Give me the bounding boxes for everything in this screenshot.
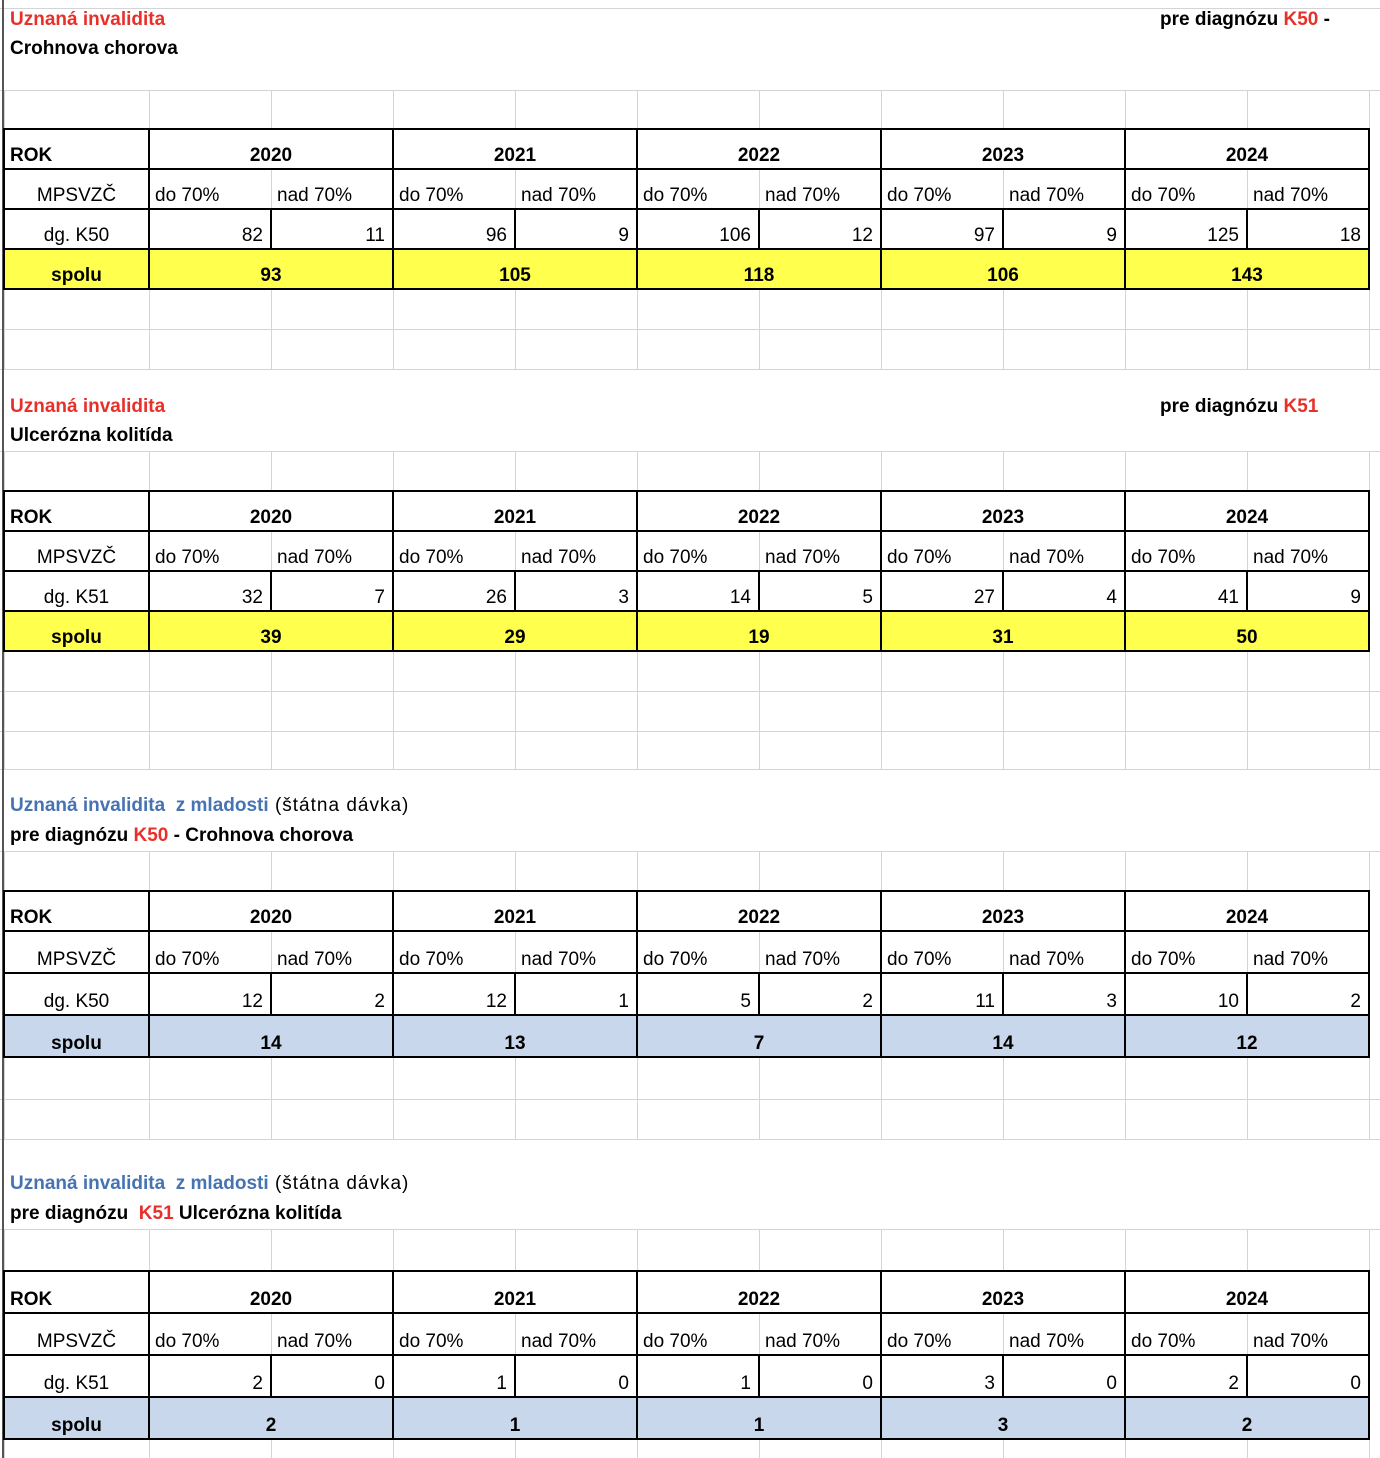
- table-border-vertical: [514, 209, 516, 249]
- sub-header: nad 70%: [277, 547, 353, 568]
- year-header: 2024: [1225, 1289, 1269, 1310]
- total-label: spolu: [51, 265, 102, 286]
- table-border-vertical: [1246, 571, 1248, 611]
- total-value: 29: [504, 627, 526, 648]
- data-cell: 125: [1207, 225, 1239, 246]
- section-title-line: [10, 824, 353, 848]
- data-cell: 2: [1350, 991, 1361, 1012]
- table-border-horizontal: [4, 1438, 1370, 1440]
- year-header: 2024: [1225, 145, 1269, 166]
- sub-header: do 70%: [887, 185, 952, 206]
- section-title-line-part: - Crohnova chorova: [168, 825, 354, 846]
- total-value: 31: [992, 627, 1014, 648]
- total-label: spolu: [51, 1033, 102, 1054]
- table-border-vertical: [148, 128, 150, 290]
- table-border-vertical: [636, 128, 638, 290]
- sub-header: nad 70%: [1253, 185, 1329, 206]
- data-cell: 11: [365, 225, 385, 246]
- table-border-vertical: [392, 1270, 394, 1440]
- section-title-line: [10, 8, 165, 32]
- section-title-line-part: Ulcerózna kolitída: [173, 1203, 342, 1224]
- sub-header: nad 70%: [521, 185, 597, 206]
- section-title-line: [10, 395, 165, 419]
- section-diagnosis-title: [1160, 8, 1330, 32]
- data-cell: 2: [862, 991, 873, 1012]
- section-diagnosis-title-part: K50: [1283, 9, 1319, 30]
- data-cell: 10: [1217, 991, 1239, 1012]
- sub-header: do 70%: [155, 949, 220, 970]
- table-border-vertical: [3, 890, 5, 1058]
- table-border-vertical: [880, 890, 882, 1058]
- sub-header: do 70%: [155, 185, 220, 206]
- total-value: 3: [997, 1415, 1009, 1436]
- table-border-vertical: [758, 973, 760, 1015]
- data-cell: 2: [374, 991, 385, 1012]
- total-label: spolu: [51, 627, 102, 648]
- table-border-vertical: [1246, 1355, 1248, 1397]
- diagnosis-row-label: dg. K50: [43, 991, 110, 1012]
- year-header: 2021: [493, 507, 537, 528]
- table-border-horizontal: [4, 208, 1370, 210]
- sub-header: nad 70%: [765, 949, 841, 970]
- section-title-line-part: Crohnova chorova: [10, 38, 178, 59]
- total-value: 118: [743, 265, 775, 286]
- data-cell: 3: [1106, 991, 1117, 1012]
- sub-header: nad 70%: [1253, 1331, 1329, 1352]
- year-header: 2021: [493, 907, 537, 928]
- section-title-line-part: (štátna dávka): [268, 1173, 410, 1194]
- table-border-vertical: [1002, 571, 1004, 611]
- data-cell: 9: [618, 225, 629, 246]
- table-border-horizontal: [4, 288, 1370, 290]
- table-border-vertical: [1002, 1355, 1004, 1397]
- table-border-vertical: [148, 490, 150, 652]
- year-header: 2024: [1225, 907, 1269, 928]
- data-cell: 14: [729, 587, 751, 608]
- table-border-horizontal: [4, 930, 1370, 932]
- year-header: 2023: [981, 507, 1025, 528]
- total-value: 50: [1236, 627, 1258, 648]
- data-cell: 97: [973, 225, 995, 246]
- sub-header: nad 70%: [521, 547, 597, 568]
- sub-header: nad 70%: [765, 547, 841, 568]
- data-cell: 3: [984, 1373, 995, 1394]
- table-border-vertical: [1368, 890, 1370, 1058]
- sub-header: do 70%: [1131, 547, 1196, 568]
- table-border-vertical: [1368, 128, 1370, 290]
- data-cell: 4: [1106, 587, 1117, 608]
- sub-header: do 70%: [399, 185, 464, 206]
- sub-header: nad 70%: [1009, 185, 1085, 206]
- table-border-vertical: [1002, 209, 1004, 249]
- data-cell: 2: [252, 1373, 263, 1394]
- table-border-vertical: [880, 128, 882, 290]
- sub-header: nad 70%: [1253, 949, 1329, 970]
- table-border-vertical: [1368, 1270, 1370, 1440]
- section-title-line-part: Ulcerózna kolitída: [10, 425, 173, 446]
- total-value: 143: [1231, 265, 1263, 286]
- section-diagnosis-title-part: pre diagnózu: [1160, 396, 1284, 417]
- total-value: 105: [499, 265, 531, 286]
- total-value: 93: [260, 265, 282, 286]
- table-border-horizontal: [4, 890, 1370, 892]
- data-cell: 3: [618, 587, 629, 608]
- total-value: 7: [753, 1033, 765, 1054]
- rok-label: ROK: [10, 145, 53, 166]
- sub-header: nad 70%: [521, 1331, 597, 1352]
- data-cell: 1: [618, 991, 629, 1012]
- rok-label: ROK: [10, 1289, 53, 1310]
- table-border-vertical: [1124, 890, 1126, 1058]
- data-cell: 1: [740, 1373, 751, 1394]
- table-border-vertical: [758, 571, 760, 611]
- sub-header: nad 70%: [277, 185, 353, 206]
- table-border-horizontal: [4, 570, 1370, 572]
- year-header: 2022: [737, 1289, 781, 1310]
- data-cell: 9: [1106, 225, 1117, 246]
- data-cell: 0: [618, 1373, 629, 1394]
- sub-header: nad 70%: [1253, 547, 1329, 568]
- section-diagnosis-title-part: -: [1318, 9, 1330, 30]
- section-title-line: [10, 1172, 409, 1196]
- table-border-vertical: [758, 209, 760, 249]
- data-cell: 11: [975, 991, 995, 1012]
- section-title-line: [10, 794, 409, 818]
- section-title-line: [10, 1202, 342, 1226]
- table-border-vertical: [1002, 973, 1004, 1015]
- total-value: 2: [265, 1415, 277, 1436]
- table-border-vertical: [1124, 490, 1126, 652]
- data-cell: 12: [241, 991, 263, 1012]
- table-border-horizontal: [4, 1312, 1370, 1314]
- sub-header: nad 70%: [521, 949, 597, 970]
- section-title-line-part: (štátna dávka): [268, 795, 410, 816]
- table-border-vertical: [1246, 973, 1248, 1015]
- sub-header: do 70%: [887, 547, 952, 568]
- total-value: 2: [1241, 1415, 1253, 1436]
- data-cell: 41: [1217, 587, 1239, 608]
- total-value: 14: [992, 1033, 1014, 1054]
- table-border-vertical: [636, 490, 638, 652]
- data-cell: 0: [1106, 1373, 1117, 1394]
- sub-header: do 70%: [643, 185, 708, 206]
- sub-header: nad 70%: [1009, 1331, 1085, 1352]
- table-border-vertical: [270, 973, 272, 1015]
- table-border-vertical: [270, 1355, 272, 1397]
- sub-header: nad 70%: [765, 185, 841, 206]
- data-cell: 9: [1350, 587, 1361, 608]
- year-header: 2020: [249, 507, 293, 528]
- table-border-horizontal: [4, 610, 1370, 612]
- table-border-vertical: [392, 890, 394, 1058]
- data-cell: 12: [851, 225, 873, 246]
- sub-header: nad 70%: [1009, 949, 1085, 970]
- sub-header: do 70%: [155, 547, 220, 568]
- data-cell: 1: [496, 1373, 507, 1394]
- year-header: 2023: [981, 907, 1025, 928]
- section-title-line-part: Uznaná invalidita: [10, 396, 166, 417]
- table-border-vertical: [1124, 128, 1126, 290]
- table-border-vertical: [392, 490, 394, 652]
- year-header: 2020: [249, 907, 293, 928]
- table-border-vertical: [3, 490, 5, 652]
- section-title-line: [10, 424, 173, 448]
- data-cell: 12: [485, 991, 507, 1012]
- year-header: 2022: [737, 145, 781, 166]
- diagnosis-row-label: dg. K50: [43, 225, 110, 246]
- total-value: 1: [753, 1415, 765, 1436]
- table-border-vertical: [880, 1270, 882, 1440]
- sub-header: nad 70%: [277, 949, 353, 970]
- table-border-vertical: [514, 571, 516, 611]
- mpsvzc-label: MPSVZČ: [36, 949, 117, 970]
- total-value: 13: [504, 1033, 526, 1054]
- data-cell: 0: [1350, 1373, 1361, 1394]
- table-border-horizontal: [4, 1056, 1370, 1058]
- sub-header: do 70%: [155, 1331, 220, 1352]
- data-cell: 2: [1228, 1373, 1239, 1394]
- section-title-line-part: pre diagnózu: [10, 825, 134, 846]
- table-border-horizontal: [4, 1396, 1370, 1398]
- mpsvzc-label: MPSVZČ: [36, 1331, 117, 1352]
- sub-header: nad 70%: [765, 1331, 841, 1352]
- year-header: 2020: [249, 145, 293, 166]
- mpsvzc-label: MPSVZČ: [36, 547, 117, 568]
- sub-header: do 70%: [1131, 1331, 1196, 1352]
- data-cell: 0: [862, 1373, 873, 1394]
- table-border-vertical: [3, 128, 5, 290]
- table-border-vertical: [1368, 490, 1370, 652]
- section-title-line-part: pre diagnózu: [10, 1203, 139, 1224]
- table-border-vertical: [148, 1270, 150, 1440]
- mpsvzc-label: MPSVZČ: [36, 185, 117, 206]
- data-cell: 26: [485, 587, 507, 608]
- data-cell: 82: [241, 225, 263, 246]
- table-border-vertical: [1124, 1270, 1126, 1440]
- table-border-vertical: [514, 1355, 516, 1397]
- table-border-horizontal: [4, 1354, 1370, 1356]
- total-label: spolu: [51, 1415, 102, 1436]
- sub-header: nad 70%: [1009, 547, 1085, 568]
- sub-header: do 70%: [643, 547, 708, 568]
- table-border-horizontal: [4, 1270, 1370, 1272]
- table-border-horizontal: [4, 168, 1370, 170]
- data-cell: 5: [740, 991, 751, 1012]
- section-diagnosis-title-part: pre diagnózu: [1160, 9, 1284, 30]
- data-cell: 96: [485, 225, 507, 246]
- table-border-vertical: [636, 890, 638, 1058]
- sub-header: nad 70%: [277, 1331, 353, 1352]
- year-header: 2024: [1225, 507, 1269, 528]
- table-border-horizontal: [4, 530, 1370, 532]
- sub-header: do 70%: [887, 949, 952, 970]
- section-title-line-part: Uznaná invalidita z mladosti: [10, 1173, 269, 1194]
- total-value: 12: [1236, 1033, 1258, 1054]
- total-value: 19: [748, 627, 770, 648]
- data-cell: 7: [374, 587, 385, 608]
- total-value: 14: [260, 1033, 282, 1054]
- data-cell: 27: [973, 587, 995, 608]
- sub-header: do 70%: [399, 949, 464, 970]
- total-value: 39: [260, 627, 282, 648]
- year-header: 2023: [981, 1289, 1025, 1310]
- sub-header: do 70%: [887, 1331, 952, 1352]
- year-header: 2021: [493, 1289, 537, 1310]
- table-border-vertical: [636, 1270, 638, 1440]
- section-title-line-part: Uznaná invalidita z mladosti: [10, 795, 269, 816]
- sub-header: do 70%: [399, 547, 464, 568]
- section-diagnosis-title: [1160, 395, 1318, 419]
- table-border-vertical: [3, 1270, 5, 1440]
- year-header: 2022: [737, 507, 781, 528]
- section-title-line-part: Uznaná invalidita: [10, 9, 166, 30]
- diagnosis-row-label: dg. K51: [43, 1373, 110, 1394]
- total-value: 1: [509, 1415, 521, 1436]
- section-title-line-part: K50: [133, 825, 169, 846]
- table-border-horizontal: [4, 128, 1370, 130]
- table-border-vertical: [148, 890, 150, 1058]
- rok-label: ROK: [10, 507, 53, 528]
- data-cell: 5: [862, 587, 873, 608]
- section-diagnosis-title-part: K51: [1283, 396, 1319, 417]
- year-header: 2020: [249, 1289, 293, 1310]
- year-header: 2021: [493, 145, 537, 166]
- section-title-line: [10, 37, 178, 61]
- data-cell: 0: [374, 1373, 385, 1394]
- data-cell: 106: [719, 225, 751, 246]
- table-border-horizontal: [4, 1014, 1370, 1016]
- sub-header: do 70%: [1131, 185, 1196, 206]
- section-title-line-part: K51: [138, 1203, 174, 1224]
- table-border-horizontal: [4, 972, 1370, 974]
- table-border-vertical: [758, 1355, 760, 1397]
- table-border-horizontal: [4, 248, 1370, 250]
- sub-header: do 70%: [1131, 949, 1196, 970]
- rok-label: ROK: [10, 907, 53, 928]
- sub-header: do 70%: [643, 949, 708, 970]
- table-border-vertical: [1246, 209, 1248, 249]
- table-border-vertical: [270, 209, 272, 249]
- sub-header: do 70%: [643, 1331, 708, 1352]
- table-border-horizontal: [4, 650, 1370, 652]
- year-header: 2022: [737, 907, 781, 928]
- data-cell: 32: [241, 587, 263, 608]
- table-border-vertical: [514, 973, 516, 1015]
- data-cell: 18: [1339, 225, 1361, 246]
- table-border-vertical: [880, 490, 882, 652]
- table-border-vertical: [392, 128, 394, 290]
- sub-header: do 70%: [399, 1331, 464, 1352]
- table-border-horizontal: [4, 490, 1370, 492]
- diagnosis-row-label: dg. K51: [43, 587, 110, 608]
- table-border-vertical: [270, 571, 272, 611]
- year-header: 2023: [981, 145, 1025, 166]
- total-value: 106: [987, 265, 1019, 286]
